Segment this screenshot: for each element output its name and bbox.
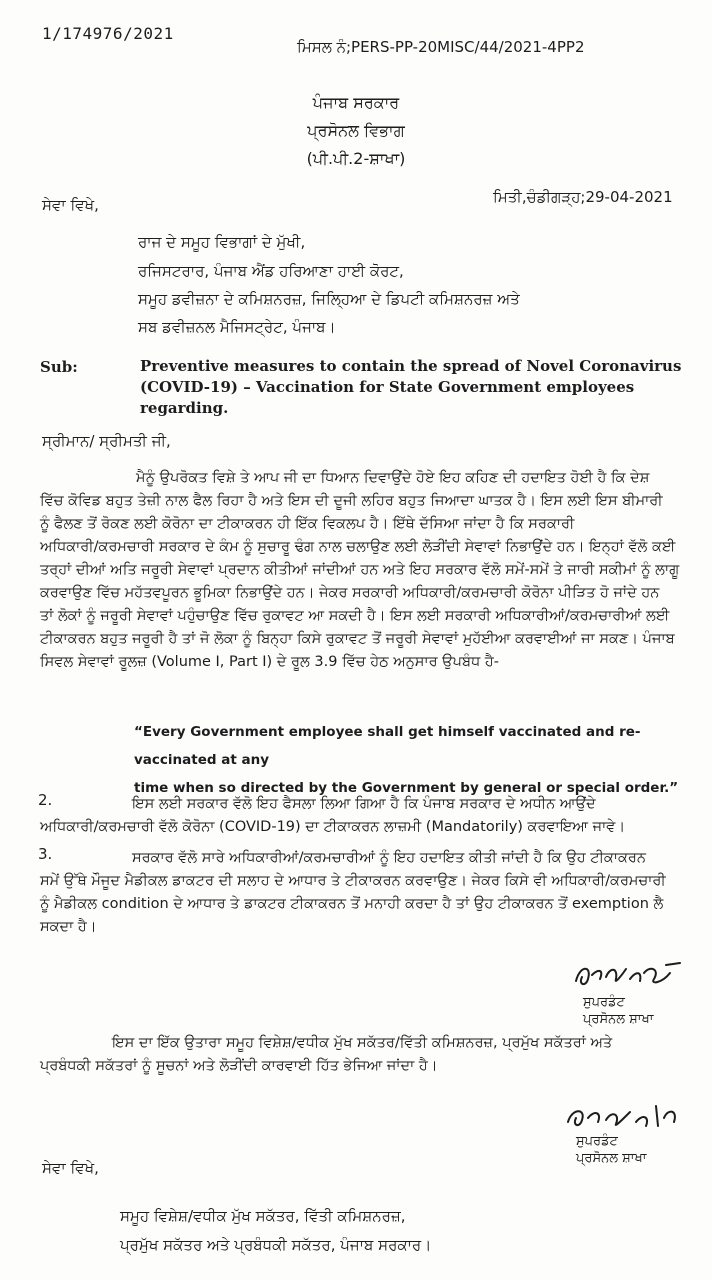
signature-1: [570, 955, 690, 999]
subject-label: Sub:: [40, 358, 78, 376]
paragraph-line: ਟੀਕਾਕਰਨ ਬਹੁਤ ਜਰੂਰੀ ਹੈ ਤਾਂ ਜੋ ਲੋਕਾ ਨੂੰ ਬਿਨ੍ਹਾ ਕਿਸੇ ਰੁਕਾਵਟ ਤੋਂ ਜਰੂਰੀ ਸੇਵਾਵਾਂ ਮੁਹੱਈਆ ਕਰਵਾਈਆਂ ਜਾ ਸਕਣ। ਪੰਜਾਬ: [40, 631, 675, 647]
letter-date: ਮਿਤੀ,ਚੰਡੀਗੜ੍ਹ;29-04-2021: [493, 188, 673, 206]
government-name: ਪੰਜਾਬ ਸਰਕਾਰ: [312, 93, 400, 112]
signature-scribble-icon: [570, 955, 690, 999]
addressee-line: ਰਜਿਸਟਰਾਰ, ਪੰਜਾਬ ਐਂਡ ਹਰਿਆਣਾ ਹਾਈ ਕੋਰਟ,: [138, 262, 404, 280]
paragraph-line: ਸਿਵਲ ਸੇਵਾਵਾਂ ਰੂਲਜ਼ (Volume I, Part I) ਦੇ ਰੂਲ 3.9 ਵਿੱਚ ਹੇਠ ਅਨੁਸਾਰ ਉਪਬੰਧ ਹੈ-: [40, 654, 499, 670]
greeting: ਸ੍ਰੀਮਾਨ/ ਸ੍ਰੀਮਤੀ ਜੀ,: [42, 432, 171, 450]
paragraph-line: ਮੈਨੂੰ ਉਪਰੋਕਤ ਵਿਸ਼ੇ ਤੇ ਆਪ ਜੀ ਦਾ ਧਿਆਨ ਦਿਵਾਉਂਦੇ ਹੋਏ ਇਹ ਕਹਿਣ ਦੀ ਹਦਾਇਤ ਹੋਈ ਹੈ ਕਿ ਦੇਸ਼: [136, 470, 650, 486]
signature-scribble-icon: [562, 1100, 692, 1136]
paragraph-line: ਨੂੰ ਫੈਲਣ ਤੋਂ ਰੋਕਣ ਲਈ ਕੋਰੋਨਾ ਦਾ ਟੀਕਾਕਰਨ ਹੀ ਇੱਕ ਵਿਕਲਪ ਹੈ। ਇੱਥੇ ਦੱਸਿਆ ਜਾਂਦਾ ਹੈ ਕਿ ਸਰਕਾਰੀ: [40, 516, 575, 532]
paragraph-line: ਨੂੰ ਮੈਡੀਕਲ condition ਦੇ ਆਧਾਰ ਤੇ ਡਾਕਟਰ ਟੀਕਾਕਰਨ ਤੋਂ ਮਨਾਹੀ ਕਰਦਾ ਹੈ ਤਾਂ ਉਹ ਟੀਕਾਕਰਨ ਤੋਂ exemption ਲੈ: [40, 896, 664, 912]
paragraph-line: ਅਧਿਕਾਰੀ/ਕਰਮਚਾਰੀ ਸਰਕਾਰ ਦੇ ਕੰਮ ਨੂੰ ਸੁਚਾਰੂ ਢੰਗ ਨਾਲ ਚਲਾਉਣ ਲਈ ਲੋੜੀਂਦੀ ਸੇਵਾਵਾਂ ਨਿਭਾਉਂਦੇ ਹਨ। ਇਨ੍ਹਾਂ ਵੱਲੋ ਕਈ: [40, 539, 676, 555]
addressee-line: ਸਮੂਹ ਡਵੀਜ਼ਨਾ ਦੇ ਕਮਿਸ਼ਨਰਜ਼, ਜਿਲ੍ਹਿਆ ਦੇ ਡਿਪਟੀ ਕਮਿਸ਼ਨਰਜ਼ ਅਤੇ: [138, 290, 520, 308]
rule-quote: [134, 718, 712, 802]
paragraph-line: ਇਸ ਦਾ ਇੱਕ ਉਤਾਰਾ ਸਮੂਹ ਵਿਸ਼ੇਸ਼/ਵਧੀਕ ਮੁੱਖ ਸਕੱਤਰ/ਵਿੱਤੀ ਕਮਿਸ਼ਨਰਜ਼, ਪ੍ਰਮੁੱਖ ਸਕੱਤਰਾਂ ਅਤੇ: [112, 1035, 613, 1051]
paragraph-line: ਸਰਕਾਰ ਵੱਲੋ ਸਾਰੇ ਅਧਿਕਾਰੀਆਂ/ਕਰਮਚਾਰੀਆਂ ਨੂੰ ਇਹ ਹਦਾਇਤ ਕੀਤੀ ਜਾਂਦੀ ਹੈ ਕਿ ਉਹ ਟੀਕਾਕਰਨ: [132, 850, 646, 866]
footer-line: ਪ੍ਰਮੁੱਖ ਸਕੱਤਰ ਅਤੇ ਪ੍ਰਬੰਧਕੀ ਸਕੱਤਰ, ਪੰਜਾਬ ਸਰਕਾਰ।: [120, 1236, 432, 1254]
paragraph-line: ਇਸ ਲਈ ਸਰਕਾਰ ਵੱਲੋ ਇਹ ਫੈਸਲਾ ਲਿਆ ਗਿਆ ਹੈ ਕਿ ਪੰਜਾਬ ਸਰਕਾਰ ਦੇ ਅਧੀਨ ਆਉਂਦੇ: [132, 796, 596, 812]
copy-paragraph: [40, 1032, 686, 1078]
salutation-to: ਸੇਵਾ ਵਿਖੇ,: [42, 196, 99, 214]
addressee-line: ਰਾਜ ਦੇ ਸਮੂਹ ਵਿਭਾਗਾਂ ਦੇ ਮੁੱਖੀ,: [138, 233, 306, 251]
signature-2-title: ਸੁਪਰਡੰਟ: [576, 1134, 618, 1149]
signature-1-title: ਸੁਪਰਡੰਟ: [583, 995, 625, 1010]
paragraph-line: ਕਰਵਾਉਣ ਵਿੱਚ ਮਹੱਤਵਪੂਰਨ ਭੂਮਿਕਾ ਨਿਭਾਉਂਦੇ ਹਨ। ਜੇਕਰ ਸਰਕਾਰੀ ਅਧਿਕਾਰੀ/ਕਰਮਚਾਰੀ ਕੋਰੋਨਾ ਪੀੜਿਤ ਹੋ ਜਾਂਦੇ ਹਨ: [40, 585, 660, 601]
file-number: ਮਿਸਲ ਨੰ;PERS-PP-20MISC/44/2021-4PP2: [297, 38, 585, 56]
paragraph-line: ਵਿੱਚ ਕੋਵਿਡ ਬਹੁਤ ਤੇਜ਼ੀ ਨਾਲ ਫੈਲ ਰਿਹਾ ਹੈ ਅਤੇ ਇਸ ਦੀ ਦੂਜੀ ਲਹਿਰ ਬਹੁਤ ਜਿਆਦਾ ਘਾਤਕ ਹੈ। ਇਸ ਲਈ ਇਸ ਬੀਮਾਰੀ: [40, 493, 663, 509]
footer-salutation-to: ਸੇਵਾ ਵਿਖੇ,: [42, 1159, 99, 1177]
quote-line: “Every Government employee shall get himself vaccinated and re-vaccinated at any: [134, 724, 641, 768]
paragraph-line: ਸਮੇਂ ਉੱਥੇ ਮੌਜੂਦ ਮੈਡੀਕਲ ਡਾਕਟਰ ਦੀ ਸਲਾਹ ਦੇ ਆਧਾਰ ਤੇ ਟੀਕਾਕਰਨ ਕਰਵਾਉਣ। ਜੇਕਰ ਕਿਸੇ ਵੀ ਅਧਿਕਾਰੀ/ਕਰਮਚਾਰੀ: [40, 873, 666, 889]
signature-1-stamp: ਪ੍ਰਸੋਨਲ ਸ਼ਾਖਾ: [583, 1012, 654, 1027]
reference-number: 1/174976/2021: [42, 24, 174, 43]
signature-2-stamp: ਪ੍ਰਸੋਨਲ ਸ਼ਾਖਾ: [576, 1151, 647, 1166]
department-name: ਪ੍ਰਸੋਨਲ ਵਿਭਾਗ: [307, 121, 405, 140]
paragraph-line: ਤਾਂ ਲੋਕਾਂ ਨੂੰ ਜਰੂਰੀ ਸੇਵਾਵਾਂ ਪਹੁੰਚਾਉਣ ਵਿੱਚ ਰੁਕਾਵਟ ਆ ਸਕਦੀ ਹੈ। ਇਸ ਲਈ ਸਰਕਾਰੀ ਅਧਿਕਾਰੀਆਂ/ਕਰਮਚਾਰੀਆਂ ਲਈ: [40, 608, 670, 624]
paragraph-line: ਅਧਿਕਾਰੀ/ਕਰਮਚਾਰੀ ਵੱਲੋ ਕੋਰੋਨਾ (COVID-19) ਦਾ ਟੀਕਾਕਰਨ ਲਾਜ਼ਮੀ (Mandatorily) ਕਰਵਾਇਆ ਜਾਵੇ।: [40, 819, 626, 835]
paragraph-2: [40, 793, 686, 839]
paragraph-2-number: 2.: [38, 791, 53, 809]
paragraph-3: [40, 847, 686, 939]
paragraph-line: ਸਕਦਾ ਹੈ।: [40, 919, 97, 935]
branch-name: (ਪੀ.ਪੀ.2-ਸ਼ਾਖਾ): [306, 149, 406, 168]
signature-2: [562, 1100, 692, 1136]
quote-line: time when so directed by the Government by general or special order.”: [134, 780, 679, 796]
paragraph-line: ਤਰ੍ਹਾਂ ਦੀਆਂ ਅਤਿ ਜਰੂਰੀ ਸੇਵਾਵਾਂ ਪ੍ਰਦਾਨ ਕੀਤੀਆਂ ਜਾਂਦੀਆਂ ਹਨ ਅਤੇ ਇਹ ਸਰਕਾਰ ਵੱਲੋ ਸਮੇਂ-ਸਮੇਂ ਤੇ ਜਾਰੀ ਸਕੀਮਾਂ ਨੂੰ ਲਾਗੂ: [40, 562, 680, 578]
subject-text: Preventive measures to contain the spread of Novel Coronavirus (COVID-19) – Vaccination for State Government employees regarding.: [140, 357, 682, 417]
addressee-line: ਸਬ ਡਵੀਜ਼ਨਲ ਮੈਜਿਸਟ੍ਰੇਟ, ਪੰਜਾਬ।: [138, 318, 336, 336]
footer-line: ਸਮੂਹ ਵਿਸ਼ੇਸ਼/ਵਧੀਕ ਮੁੱਖ ਸਕੱਤਰ, ਵਿੱਤੀ ਕਮਿਸ਼ਨਰਜ਼,: [120, 1207, 406, 1225]
paragraph-1: [40, 467, 686, 674]
paragraph-line: ਪ੍ਰਬੰਧਕੀ ਸਕੱਤਰਾਂ ਨੂੰ ਸੂਚਨਾਂ ਅਤੇ ਲੋੜੀਂਦੀ ਕਾਰਵਾਈ ਹਿੱਤ ਭੇਜਿਆ ਜਾਂਦਾ ਹੈ।: [40, 1058, 438, 1074]
paragraph-3-number: 3.: [38, 845, 53, 863]
